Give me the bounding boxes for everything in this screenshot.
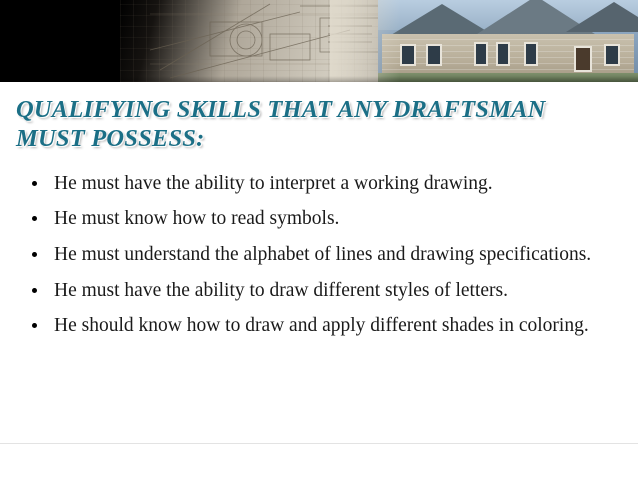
list-item: He must know how to read symbols.: [30, 203, 612, 235]
house-photo: [378, 0, 638, 82]
banner-blend-overlay: [330, 0, 400, 82]
header-banner-image: [0, 0, 638, 82]
door: [574, 46, 592, 72]
page-title-line-1: QUALIFYING SKILLS THAT ANY DRAFTSMAN: [16, 96, 546, 123]
list-item: He must have the ability to interpret a working drawing.: [30, 168, 612, 200]
window: [426, 44, 442, 66]
list-item: He must have the ability to draw different styles of letters.: [30, 275, 612, 307]
footer-divider: [0, 443, 638, 444]
window: [604, 44, 620, 66]
window: [524, 42, 538, 66]
list-item: He should know how to draw and apply different shades in coloring.: [30, 310, 612, 342]
list-item: He must understand the alphabet of lines and drawing specifications.: [30, 239, 612, 271]
page-title-line-2: MUST POSSESS:: [16, 124, 205, 152]
roof-right: [566, 2, 638, 32]
window: [474, 42, 488, 66]
page-title: [16, 96, 612, 154]
bullet-list: [16, 168, 612, 342]
window: [496, 42, 510, 66]
slide-content: [0, 82, 638, 478]
window: [400, 44, 416, 66]
